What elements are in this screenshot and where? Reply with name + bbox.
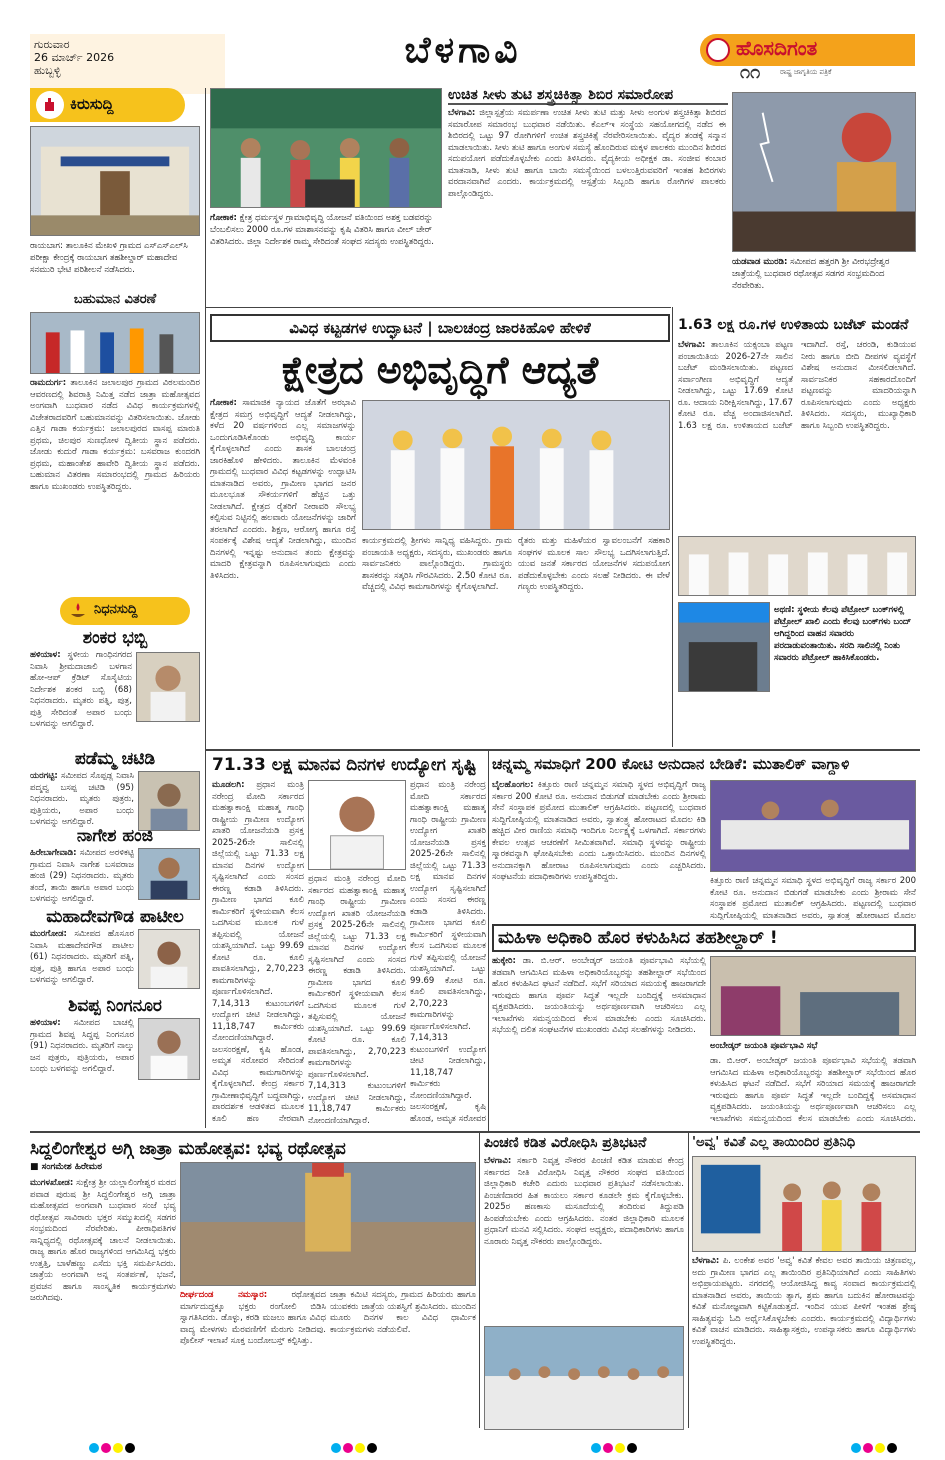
header-date-text: 26 ಮಾರ್ಚ್ 2026 xyxy=(34,51,115,64)
brand-logo-icon xyxy=(706,38,730,62)
print-marks-left xyxy=(88,1438,136,1457)
obit2-name: ಪಡೆಮ್ಮ ಚಟಿಡಿ xyxy=(74,749,156,769)
athani-photo xyxy=(678,602,770,692)
siddalingesh-col2: ದೀರ್ಘದಂಡ ನಮಸ್ಕಾರ: ರಥೋತ್ಸವದ ಮಾರ್ಗದುದ್ದಕ್ಕೂ ಭಕ್ತರು ರಂಗೋಲಿ ಬಿಡಿಸಿ ಸ್ವಾಗತಿಸಿದರು. ಡೊಳ್ಳು, ಕರಡಿ ಮಜಲು ಹಾಗೂ ವಿವಿಧ ವಾದ್ಯ ಮೇಳಗಳು ಮೆರವಣಿಗೆಗೆ ಮೆರುಗು ನೀಡಿದವು. ಪೊಲೀಸ್ ಇಲಾಖೆ ಸೂಕ್ತ ಬಂದೋಬಸ್ತ್ ಕಲ್ಪಿಸಿತ್ತು. xyxy=(180,1290,326,1346)
cyan-dot xyxy=(89,1443,99,1453)
obit5-name: ಶಿವಪ್ಪ ನಿಂಗನೂರ xyxy=(68,996,162,1016)
tahasildar-text2: ಡಾ. ಬಿ.ಆರ್. ಅಂಬೇಡ್ಕರ್ ಜಯಂತಿ ಪೂರ್ವಭಾವಿ ಸಭೆಯಲ್ಲಿ ತಡವಾಗಿ ಆಗಮಿಸಿದ ಮಹಿಳಾ ಅಧಿಕಾರಿಯೊಬ್ಬರನ್ನು ತಹಶೀಲ್ದಾರ್ ಸಭೆಯಿಂದ ಹೊರ ಕಳುಹಿಸಿದ ಘಟನೆ ನಡೆದಿದೆ. ಸಭೆಗೆ ಸರಿಯಾದ ಸಮಯಕ್ಕೆ ಹಾಜರಾಗದೇ ಇರುವುದು ಹಾಗೂ ಪೂರ್ವ ಸಿದ್ಧತೆ ಇಲ್ಲದೇ ಬಂದಿದ್ದಕ್ಕೆ ಅಸಮಾಧಾನ ವ್ಯಕ್ತಪಡಿಸಿದರು. ಜಯಂತಿಯನ್ನು ಅರ್ಥಪೂರ್ಣವಾಗಿ ಆಚರಿಸಲು ಎಲ್ಲ ಇಲಾಖೆಗಳು ಸಮನ್ವಯದಿಂದ ಕೆಲಸ ಮಾಡಬೇಕು ಎಂದು ಸೂಚಿಸಿದರು. xyxy=(710,1056,916,1124)
lead-headline: ಕ್ಷೇತ್ರದ ಅಭಿವೃದ್ಧಿಗೆ ಆದ್ಯತೆ xyxy=(281,348,599,392)
page-number: ೧೧ xyxy=(740,62,761,83)
obit3-text: ಹಿರೇಬಾಗೇವಾಡಿ: ಸಮೀಪದ ಅರಳಿಕಟ್ಟಿ ಗ್ರಾಮದ ನಿವಾಸಿ ನಾಗೇಶ ಬಸವರಾಜ ಹಂಜಿ (29) ನಿಧನರಾದರು. ಮೃತರು ತಂದೆ, ತಾಯಿ ಹಾಗೂ ಅಪಾರ ಬಂಧು ಬಳಗವನ್ನು ಅಗಲಿದ್ದಾರೆ. xyxy=(30,848,134,904)
avva-photo xyxy=(692,1156,916,1252)
print-marks-right xyxy=(850,1438,898,1457)
print-marks-mid1 xyxy=(330,1438,378,1457)
lead-photo xyxy=(362,400,670,530)
col-divider-center xyxy=(488,751,489,1131)
lead-col3: ರೈತರು ಮತ್ತು ಮಹಿಳೆಯರ ಸ್ವಾವಲಂಬನೆಗೆ ಸಹಕಾರಿ ಸಂಘಗಳ ಮೂಲಕ ಸಾಲ ಸೌಲಭ್ಯ ಒದಗಿಸಲಾಗುತ್ತಿದೆ. ಯುವ ಜನತೆ ಸರ್ಕಾರದ ಯೋಜನೆಗಳ ಸದುಪಯೋಗ ಪಡೆದುಕೊಳ್ಳಬೇಕು ಎಂದು ಸಲಹೆ ನೀಡಿದರು. ಈ ವೇಳೆ ಗಣ್ಯರು ಉಪಸ್ಥಿತರಿದ್ದರು. xyxy=(518,536,670,592)
kiru-title: ಕಿರುಸುದ್ದಿ xyxy=(70,95,114,113)
divider-middle xyxy=(205,749,920,751)
col-divider-right xyxy=(672,307,673,747)
tahasildar-caption: ಅಂಬೇಡ್ಕರ್ ಜಯಂತಿ ಪೂರ್ವಭಾವಿ ಸಭೆ xyxy=(710,1041,818,1051)
obit4-photo xyxy=(138,929,200,989)
obit4-text: ಮುರಗೋಡ: ಸಮೀಪದ ಹೊಸೂರ ನಿವಾಸಿ ಮಹಾದೇವಗೌಡ ಪಾಟೀಲ (61) ನಿಧನರಾದರು. ಮೃತರಿಗೆ ಪತ್ನಿ, ಪುತ್ರ, ಪುತ್ರಿ ಹಾಗೂ ಅಪಾರ ಬಂಧು ಬಳಗವನ್ನು ಅಗಲಿದ್ದಾರೆ. xyxy=(30,929,134,985)
mgnrega-headline: 71.33 ಲಕ್ಷ ಮಾನವ ದಿನಗಳ ಉದ್ಯೋಗ ಸೃಷ್ಟಿ xyxy=(212,755,477,775)
siddalingesh-col1: ಮುಗಳಖೋಡ: ಸುಕ್ಷೇತ್ರ ಶ್ರೀ ಯಲ್ಲಾಲಿಂಗೇಶ್ವರ ಮಠದ ಪವಾಡ ಪುರುಷ ಶ್ರೀ ಸಿದ್ದಲಿಂಗೇಶ್ವರ ಅಗ್ಗಿ ಜಾತ್ರಾ ಮಹೋತ್ಸವದ ಅಂಗವಾಗಿ ಬುಧವಾರ ಸಂಜೆ ಭವ್ಯ ರಥೋತ್ಸವ ಸಾವಿರಾರು ಭಕ್ತರ ಸಮ್ಮುಖದಲ್ಲಿ ಸಡಗರ ಸಂಭ್ರಮದಿಂದ ನೆರವೇರಿತು. ಪೀಠಾಧಿಪತಿಗಳ ಸಾನ್ನಿಧ್ಯದಲ್ಲಿ ರಥೋತ್ಸವಕ್ಕೆ ಚಾಲನೆ ನೀಡಲಾಯಿತು. ರಾಜ್ಯ ಹಾಗೂ ಹೊರ ರಾಜ್ಯಗಳಿಂದ ಆಗಮಿಸಿದ್ದ ಭಕ್ತರು ಉತ್ತತ್ತಿ, ಬಾಳೆಹಣ್ಣು ಎಸೆದು ಭಕ್ತಿ ಸಮರ್ಪಿಸಿದರು. ಜಾತ್ರೆಯ ಅಂಗವಾಗಿ ಅನ್ನ ಸಂತರ್ಪಣೆ, ಭಜನೆ, ಪ್ರವಚನ ಹಾಗೂ ಸಾಂಸ್ಕೃತಿಕ ಕಾರ್ಯಕ್ರಮಗಳು ಜರುಗಿದವು. xyxy=(30,1178,176,1303)
avva-headline: 'ಅವ್ವ' ಕವಿತೆ ಎಲ್ಲ ತಾಯಿಂದಿರ ಪ್ರತಿನಿಧಿ xyxy=(692,1136,856,1150)
hand-icon xyxy=(36,91,64,119)
col-divider-bottom1 xyxy=(479,1133,480,1428)
yellow-dot xyxy=(113,1443,123,1453)
protest-photo xyxy=(484,1326,684,1430)
mgnrega-col2: ಪ್ರಧಾನ ಮಂತ್ರಿ ನರೇಂದ್ರ ಮೋದಿ ಸರ್ಕಾರದ ಮಹತ್ವಾಕಾಂಕ್ಷಿ ಮಹಾತ್ಮ ಗಾಂಧಿ ರಾಷ್ಟ್ರೀಯ ಗ್ರಾಮೀಣ ಉದ್ಯೋಗ ಖಾತರಿ ಯೋಜನೆಯಡಿ ಪ್ರಸಕ್ತ 2025-26ನೇ ಸಾಲಿನಲ್ಲಿ ಜಿಲ್ಲೆಯಲ್ಲಿ ಒಟ್ಟು 71.33 ಲಕ್ಷ ಮಾನವ ದಿನಗಳ ಉದ್ಯೋಗ ಸೃಷ್ಟಿಸಲಾಗಿದೆ ಎಂದು ಸಂಸದ ಈರಣ್ಣ ಕಡಾಡಿ ತಿಳಿಸಿದರು. ಗ್ರಾಮೀಣ ಭಾಗದ ಕೂಲಿ ಕಾರ್ಮಿಕರಿಗೆ ಸ್ಥಳೀಯವಾಗಿ ಕೆಲಸ ಒದಗಿಸುವ ಮೂಲಕ ಗುಳೆ ತಪ್ಪಿಸುವಲ್ಲಿ ಯೋಜನೆ ಯಶಸ್ವಿಯಾಗಿದೆ. ಒಟ್ಟು 99.69 ಕೋಟಿ ರೂ. ಕೂಲಿ ಪಾವತಿಸಲಾಗಿದ್ದು, 2,70,223 ಕಾಮಗಾರಿಗಳನ್ನು ಪೂರ್ಣಗೊಳಿಸಲಾಗಿದೆ. 7,14,313 ಕುಟುಂಬಗಳಿಗೆ ಉದ್ಯೋಗ ಚೀಟಿ ನೀಡಲಾಗಿದ್ದು, 11,18,747 ಕಾರ್ಮಿಕರು ನೋಂದಣಿಯಾಗಿದ್ದಾರೆ. xyxy=(308,874,406,1125)
chennamma-photo xyxy=(710,780,916,872)
section-title: ಬೆಳಗಾವಿ xyxy=(404,30,522,71)
free-camp-text: ಬೆಳಗಾವಿ: ಜಿಲ್ಲಾಸ್ಪತ್ರೆಯ ಸಮರ್ಪಣಾ ಉಚಿತ ಸೀಳು ತುಟಿ ಮತ್ತು ಸೀಳು ಅಂಗುಳ ಶಸ್ತ್ರಚಿಕಿತ್ಸಾ ಶಿಬಿರದ ಸಮಾರೋಪ ಸಮಾರಂಭ ಬುಧವಾರ ನಡೆಯಿತು. ಕೆಎಲ್ಇ ಸಂಸ್ಥೆಯ ಸಹಯೋಗದಲ್ಲಿ ನಡೆದ ಈ ಶಿಬಿರದಲ್ಲಿ ಒಟ್ಟು 97 ರೋಗಿಗಳಿಗೆ ಉಚಿತ ಶಸ್ತ್ರಚಿಕಿತ್ಸೆ ನೆರವೇರಿಸಲಾಯಿತು. ವೈದ್ಯರ ತಂಡಕ್ಕೆ ಸನ್ಮಾನ ಮಾಡಲಾಯಿತು. ಸೀಳು ತುಟಿ ಹಾಗೂ ಅಂಗುಳ ಸಮಸ್ಯೆ ಹೊಂದಿರುವ ಮಕ್ಕಳ ಪಾಲಕರು ಮುಂದಿನ ಶಿಬಿರದ ಸದುಪಯೋಗ ಪಡೆದುಕೊಳ್ಳಬೇಕು ಎಂದು ತಿಳಿಸಿದರು. ವೈದ್ಯಕೀಯ ಅಧೀಕ್ಷಕ ಡಾ. ಸಂಜೀವ ಕಂಬಾರ ಮಾತನಾಡಿ, ಸೀಳು ತುಟಿ ಹಾಗೂ ಬಾಯಿ ಸಮಸ್ಯೆಯಿಂದ ಬಳಲುತ್ತಿರುವವರಿಗೆ ಇಂತಹ ಶಿಬಿರಗಳು ವರದಾನವಾಗಿವೆ ಎಂದರು. ಕಾರ್ಯಕ್ರಮದಲ್ಲಿ ಆಸ್ಪತ್ರೆಯ ಸಿಬ್ಬಂದಿ ಹಾಗೂ ರೋಗಿಗಳ ಪಾಲಕರು ಪಾಲ್ಗೊಂಡಿದ್ದರು. xyxy=(448,108,726,199)
mgnrega-col1: ಮೂಡಲಗಿ: ಪ್ರಧಾನ ಮಂತ್ರಿ ನರೇಂದ್ರ ಮೋದಿ ಸರ್ಕಾರದ ಮಹತ್ವಾಕಾಂಕ್ಷಿ ಮಹಾತ್ಮ ಗಾಂಧಿ ರಾಷ್ಟ್ರೀಯ ಗ್ರಾಮೀಣ ಉದ್ಯೋಗ ಖಾತರಿ ಯೋಜನೆಯಡಿ ಪ್ರಸಕ್ತ 2025-26ನೇ ಸಾಲಿನಲ್ಲಿ ಜಿಲ್ಲೆಯಲ್ಲಿ ಒಟ್ಟು 71.33 ಲಕ್ಷ ಮಾನವ ದಿನಗಳ ಉದ್ಯೋಗ ಸೃಷ್ಟಿಸಲಾಗಿದೆ ಎಂದು ಸಂಸದ ಈರಣ್ಣ ಕಡಾಡಿ ತಿಳಿಸಿದರು. ಗ್ರಾಮೀಣ ಭಾಗದ ಕೂಲಿ ಕಾರ್ಮಿಕರಿಗೆ ಸ್ಥಳೀಯವಾಗಿ ಕೆಲಸ ಒದಗಿಸುವ ಮೂಲಕ ಗುಳೆ ತಪ್ಪಿಸುವಲ್ಲಿ ಯೋಜನೆ ಯಶಸ್ವಿಯಾಗಿದೆ. ಒಟ್ಟು 99.69 ಕೋಟಿ ರೂ. ಕೂಲಿ ಪಾವತಿಸಲಾಗಿದ್ದು, 2,70,223 ಕಾಮಗಾರಿಗಳನ್ನು ಪೂರ್ಣಗೊಳಿಸಲಾಗಿದೆ. 7,14,313 ಕುಟುಂಬಗಳಿಗೆ ಉದ್ಯೋಗ ಚೀಟಿ ನೀಡಲಾಗಿದ್ದು, 11,18,747 ಕಾರ್ಮಿಕರು ನೋಂದಣಿಯಾಗಿದ್ದಾರೆ. ಜಲಸಂರಕ್ಷಣೆ, ಕೃಷಿ ಹೊಂಡ, ಅಮೃತ ಸರೋವರ ಸೇರಿದಂತೆ ವಿವಿಧ ಕಾಮಗಾರಿಗಳನ್ನು ಕೈಗೊಳ್ಳಲಾಗಿದೆ. ಕೇಂದ್ರ ಸರ್ಕಾರ ಗ್ರಾಮೀಣಾಭಿವೃದ್ಧಿಗೆ ಬದ್ಧವಾಗಿದ್ದು, ಪಾರದರ್ಶಕ ಆಡಳಿತದ ಮೂಲಕ ಕೂಲಿ ಹಣ ನೇರವಾಗಿ xyxy=(212,780,304,1124)
divider-bottom xyxy=(30,1131,920,1133)
header-date xyxy=(34,38,114,77)
black-dot xyxy=(125,1443,135,1453)
header-city: ಹುಬ್ಬಳ್ಳಿ xyxy=(34,64,61,77)
kiru-banner xyxy=(30,88,185,122)
obit4-name: ಮಹಾದೇವಗೌಡ ಪಾಟೀಲ xyxy=(46,907,184,927)
bahumana-title: ಬಹುಮಾನ ವಿತರಣೆ xyxy=(73,292,157,307)
brand-name: ಹೊಸದಿಗಂತ xyxy=(736,36,818,60)
tahasildar-photo xyxy=(710,956,916,1036)
yadawad-photo xyxy=(732,92,916,252)
bahumana-text: ರಾಮದುರ್ಗ: ತಾಲೂಕಿನ ಜಲಾಲಪುರ ಗ್ರಾಮದ ವಿಠಲಮಂದಿರ ಆವರಣದಲ್ಲಿ ಶಿವರಾತ್ರಿ ನಿಮಿತ್ತ ನಡೆದ ಜಾತ್ರಾ ಮಹೋತ್ಸವದ ಅಂಗವಾಗಿ ಬುಧವಾರ ನಡೆದ ವಿವಿಧ ಕಾರ್ಯಕ್ರಮಗಳಲ್ಲಿ ವಿಜೇತರಾದವರಿಗೆ ಬಹುಮಾನವನ್ನು ವಿತರಿಸಲಾಯಿತು. ಜೋಡು ಎತ್ತಿನ ಗಾಡಾ ಕರ್ಯಕ್ರಮ: ಜಲಾಲಪುರದ ವಾಸಪ್ಪ ಮಾರುತಿ ಪ್ರಥಮ, ಚಿಲಪುರ ಸುಣಧೋಳ ದ್ವಿತೀಯ ಸ್ಥಾನ ಪಡೆದರು. ಜೋಡು ಕುದುರೆ ಗಾಡಾ ಕರ್ಯಕ್ರಮ: ಬಸವರಾಜ ಕುಂದರಗಿ ಪ್ರಥಮ, ಮಹಾಂತೇಶ ಹಾವೇರಿ ದ್ವಿತೀಯ ಸ್ಥಾನ ಪಡೆದರು. ಬಹುಮಾನ ವಿತರಣಾ ಸಮಾರಂಭದಲ್ಲಿ ಗ್ರಾಮದ ಹಿರಿಯರು ಹಾಗೂ ಮುಖಂಡರು ಉಪಸ್ಥಿತರಿದ್ದರು. xyxy=(30,378,200,492)
chennamma-text1: ಬೈಲಹೊಂಗಲ: ಕಿತ್ತೂರು ರಾಣಿ ಚನ್ನಮ್ಮನ ಸಮಾಧಿ ಸ್ಥಳದ ಅಭಿವೃದ್ಧಿಗೆ ರಾಜ್ಯ ಸರ್ಕಾರ 200 ಕೋಟಿ ರೂ. ಅನುದಾನ ಬಿಡುಗಡೆ ಮಾಡಬೇಕು ಎಂದು ಶ್ರೀರಾಮ ಸೇನೆ ಸಂಸ್ಥಾಪಕ ಪ್ರಮೋದ ಮುತಾಲಿಕ್ ಆಗ್ರಹಿಸಿದರು. ಪಟ್ಟಣದಲ್ಲಿ ಬುಧವಾರ ಸುದ್ದಿಗೋಷ್ಠಿಯಲ್ಲಿ ಮಾತನಾಡಿದ ಅವರು, ಸ್ವಾತಂತ್ರ್ಯ ಹೋರಾಟದ ಮೊದಲ ಕಿಡಿ ಹಚ್ಚಿದ ವೀರ ರಾಣಿಯ ಸಮಾಧಿ ಇಂದಿಗೂ ನಿರ್ಲಕ್ಷ್ಯಕ್ಕೆ ಒಳಗಾಗಿದೆ. ಸರ್ಕಾರಗಳು ಕೇವಲ ಉತ್ಸವ ಆಚರಣೆಗೆ ಸೀಮಿತವಾಗಿವೆ. ಸಮಾಧಿ ಸ್ಥಳವನ್ನು ರಾಷ್ಟ್ರೀಯ ಸ್ಮಾರಕವನ್ನಾಗಿ ಘೋಷಿಸಬೇಕು ಎಂದು ಒತ್ತಾಯಿಸಿದರು. ಮುಂದಿನ ದಿನಗಳಲ್ಲಿ ಅನುದಾನಕ್ಕಾಗಿ ಹೋರಾಟ ರೂಪಿಸಲಾಗುವುದು ಎಂದು ಎಚ್ಚರಿಸಿದರು. ಸಂಘಟನೆಯ ಪದಾಧಿಕಾರಿಗಳು ಉಪಸ್ಥಿತರಿದ್ದರು. xyxy=(492,780,706,882)
tahasildar-text: ಹುಕ್ಕೇರಿ: ಡಾ. ಬಿ.ಆರ್. ಅಂಬೇಡ್ಕರ್ ಜಯಂತಿ ಪೂರ್ವಭಾವಿ ಸಭೆಯಲ್ಲಿ ತಡವಾಗಿ ಆಗಮಿಸಿದ ಮಹಿಳಾ ಅಧಿಕಾರಿಯೊಬ್ಬರನ್ನು ತಹಶೀಲ್ದಾರ್ ಸಭೆಯಿಂದ ಹೊರ ಕಳುಹಿಸಿದ ಘಟನೆ ನಡೆದಿದೆ. ಸಭೆಗೆ ಸರಿಯಾದ ಸಮಯಕ್ಕೆ ಹಾಜರಾಗದೇ ಇರುವುದು ಹಾಗೂ ಪೂರ್ವ ಸಿದ್ಧತೆ ಇಲ್ಲದೇ ಬಂದಿದ್ದಕ್ಕೆ ಅಸಮಾಧಾನ ವ್ಯಕ್ತಪಡಿಸಿದರು. ಜಯಂತಿಯನ್ನು ಅರ್ಥಪೂರ್ಣವಾಗಿ ಆಚರಿಸಲು ಎಲ್ಲ ಇಲಾಖೆಗಳು ಸಮನ್ವಯದಿಂದ ಕೆಲಸ ಮಾಡಬೇಕು ಎಂದು ಸೂಚಿಸಿದರು. ಸಭೆಯಲ್ಲಿ ದಲಿತ ಸಂಘಟನೆಗಳ ಮುಖಂಡರು ವಿವಿಧ ಸಲಹೆಗಳನ್ನು ನೀಡಿದರು. xyxy=(492,956,706,1035)
obit3-name: ನಾಗೇಶ ಹಂಜಿ xyxy=(76,826,154,846)
obit2-text: ಯರಗಟ್ಟಿ: ಸಮೀಪದ ಸೊಪ್ಪಡ್ಲ ನಿವಾಸಿ ಪದ್ಮವ್ವ ಬಸಪ್ಪ ಚಟಿಡಿ (95) ನಿಧನರಾದರು. ಮೃತರು ಪುತ್ರರು, ಪುತ್ರಿಯರು, ಅಪಾರ ಬಂಧು ಬಳಗವನ್ನು ಅಗಲಿದ್ದಾರೆ. xyxy=(30,771,134,827)
rathotsava-photo xyxy=(180,1162,476,1286)
col-divider-bottom2 xyxy=(688,1133,689,1428)
lead-kicker: ವಿವಿಧ ಕಟ್ಟಡಗಳ ಉದ್ಘಾಟನೆ | ಬಾಲಚಂದ್ರ ಜಾರಕಿಹೊಳಿ ಹೇಳಿಕೆ xyxy=(210,314,670,342)
col-divider-left xyxy=(205,88,206,1128)
avva-text: ಬೆಳಗಾವಿ: ಪಿ. ಲಂಕೇಶ ಅವರ 'ಅವ್ವ' ಕವಿತೆ ಕೇವಲ ಅವರ ತಾಯಿಯ ಚಿತ್ರಣವಲ್ಲ, ಅದು ಗ್ರಾಮೀಣ ಭಾಗದ ಎಲ್ಲ ತಾಯಿಂದಿರ ಪ್ರತಿನಿಧಿಯಾಗಿದೆ ಎಂದು ಸಾಹಿತಿಗಳು ಅಭಿಪ್ರಾಯಪಟ್ಟರು. ನಗರದಲ್ಲಿ ಆಯೋಜಿಸಿದ್ದ ಕಾವ್ಯ ಸಂವಾದ ಕಾರ್ಯಕ್ರಮದಲ್ಲಿ ಮಾತನಾಡಿದ ಅವರು, ತಾಯಿಯ ತ್ಯಾಗ, ಶ್ರಮ ಹಾಗೂ ಬದುಕಿನ ಹೋರಾಟವನ್ನು ಕವಿತೆ ಮನೋಜ್ಞವಾಗಿ ಕಟ್ಟಿಕೊಡುತ್ತದೆ. ಇಂದಿನ ಯುವ ಪೀಳಿಗೆ ಇಂತಹ ಶ್ರೇಷ್ಠ ಸಾಹಿತ್ಯವನ್ನು ಓದಿ ಅರ್ಥೈಸಿಕೊಳ್ಳಬೇಕು ಎಂದರು. ಕಾರ್ಯಕ್ರಮದಲ್ಲಿ ವಿದ್ಯಾರ್ಥಿಗಳು ಕವಿತೆ ವಾಚನ ಮಾಡಿದರು. ಸಾಹಿತ್ಯಾಸಕ್ತರು, ಉಪನ್ಯಾಸಕರು ಹಾಗೂ ವಿದ್ಯಾರ್ಥಿಗಳು ಉಪಸ್ಥಿತರಿದ್ದರು. xyxy=(692,1256,916,1347)
obit1-name: ಶಂಕರ ಭಬ್ಬಿ xyxy=(82,628,148,648)
budget-photo xyxy=(678,536,916,596)
free-camp-headline: ಉಚಿತ ಸೀಳು ತುಟಿ ಶಸ್ತ್ರಚಿಕಿತ್ಸಾ ಶಿಬಿರ ಸಮಾರೋಪ xyxy=(448,88,728,105)
obit5-photo xyxy=(138,1018,200,1080)
athani-caption: ಅಥಣಿ: ಸ್ಥಳೀಯ ಕೆಲವು ಪೆಟ್ರೋಲ್ ಬಂಕ್‌ಗಳಲ್ಲಿ ಪೆಟ್ರೋಲ್ ಖಾಲಿ ಎಂದು ಕೆಲವು ಬಂಕ್‌ಗಳು ಬಂದ್ ಆಗಿದ್ದರಿಂದ ವಾಹನ ಸವಾರರು ಪರದಾಡುವಂತಾಯಿತು. ಸರದಿ ಸಾಲಿನಲ್ಲಿ ನಿಂತು ಸವಾರರು ಪೆಟ್ರೋಲ್ ಹಾಕಿಸಿಕೊಂಡರು. xyxy=(774,605,912,663)
mgnrega-col3: ಪ್ರಧಾನ ಮಂತ್ರಿ ನರೇಂದ್ರ ಮೋದಿ ಸರ್ಕಾರದ ಮಹತ್ವಾಕಾಂಕ್ಷಿ ಮಹಾತ್ಮ ಗಾಂಧಿ ರಾಷ್ಟ್ರೀಯ ಗ್ರಾಮೀಣ ಉದ್ಯೋಗ ಖಾತರಿ ಯೋಜನೆಯಡಿ ಪ್ರಸಕ್ತ 2025-26ನೇ ಸಾಲಿನಲ್ಲಿ ಜಿಲ್ಲೆಯಲ್ಲಿ ಒಟ್ಟು 71.33 ಲಕ್ಷ ಮಾನವ ದಿನಗಳ ಉದ್ಯೋಗ ಸೃಷ್ಟಿಸಲಾಗಿದೆ ಎಂದು ಸಂಸದ ಈರಣ್ಣ ಕಡಾಡಿ ತಿಳಿಸಿದರು. ಗ್ರಾಮೀಣ ಭಾಗದ ಕೂಲಿ ಕಾರ್ಮಿಕರಿಗೆ ಸ್ಥಳೀಯವಾಗಿ ಕೆಲಸ ಒದಗಿಸುವ ಮೂಲಕ ಗುಳೆ ತಪ್ಪಿಸುವಲ್ಲಿ ಯೋಜನೆ ಯಶಸ್ವಿಯಾಗಿದೆ. ಒಟ್ಟು 99.69 ಕೋಟಿ ರೂ. ಕೂಲಿ ಪಾವತಿಸಲಾಗಿದ್ದು, 2,70,223 ಕಾಮಗಾರಿಗಳನ್ನು ಪೂರ್ಣಗೊಳಿಸಲಾಗಿದೆ. 7,14,313 ಕುಟುಂಬಗಳಿಗೆ ಉದ್ಯೋಗ ಚೀಟಿ ನೀಡಲಾಗಿದ್ದು, 11,18,747 ಕಾರ್ಮಿಕರು ನೋಂದಣಿಯಾಗಿದ್ದಾರೆ. ಜಲಸಂರಕ್ಷಣೆ, ಕೃಷಿ ಹೊಂಡ, ಅಮೃತ ಸರೋವರ xyxy=(410,780,486,1124)
siddalingesh-byline: ■ ಸಂಗಮೇಶ ಹಿರೇಮಠ xyxy=(30,1162,103,1172)
yadawad-caption: ಯಡವಾಡ ಮುರಡಿ: ಸಮೀಪದ ಹತ್ತರಗಿ ಶ್ರೀ ವೀರಭದ್ರೇಶ್ವರ ಜಾತ್ರೆಯಲ್ಲಿ ಬುಧವಾರ ರಥೋತ್ಸವ ಸಡಗರ ಸಂಭ್ರಮದಿಂದ ನೆರವೇರಿತು. xyxy=(732,257,890,291)
budget-text: ಬೆಳಗಾವಿ: ತಾಲೂಕಿನ ಯಕ್ಸಂಬಾ ಪಟ್ಟಣ ಪಂಚಾಯಿತಿಯ 2026-27ನೇ ಸಾಲಿನ ಬಜೆಟ್ ಮಂಡಿಸಲಾಯಿತು. ಪಟ್ಟಣದ ಸರ್ವಾಂಗೀಣ ಅಭಿವೃದ್ಧಿಗೆ ಆದ್ಯತೆ ನೀಡಲಾಗಿದ್ದು, ಒಟ್ಟು 17.69 ಕೋಟಿ ರೂ. ಆದಾಯ ನಿರೀಕ್ಷಿಸಲಾಗಿದ್ದು, 17.67 ಕೋಟಿ ರೂ. ವೆಚ್ಚ ಅಂದಾಜಿಸಲಾಗಿದೆ. 1.63 ಲಕ್ಷ ರೂ. ಉಳಿತಾಯದ ಬಜೆಟ್ ಇದಾಗಿದೆ. ರಸ್ತೆ, ಚರಂಡಿ, ಕುಡಿಯುವ ನೀರು ಹಾಗೂ ಬೀದಿ ದೀಪಗಳ ವ್ಯವಸ್ಥೆಗೆ ವಿಶೇಷ ಅನುದಾನ ಮೀಸಲಿಡಲಾಗಿದೆ. ಸಾರ್ವಜನಿಕರ ಸಹಕಾರದೊಂದಿಗೆ ಪಟ್ಟಣವನ್ನು ಮಾದರಿಯನ್ನಾಗಿ ರೂಪಿಸಲಾಗುವುದು ಎಂದು ಅಧ್ಯಕ್ಷರು ತಿಳಿಸಿದರು. ಸದಸ್ಯರು, ಮುಖ್ಯಾಧಿಕಾರಿ ಹಾಗೂ ಸಿಬ್ಬಂದಿ ಉಪಸ್ಥಿತರಿದ್ದರು. xyxy=(678,340,916,431)
bahumana-photo xyxy=(30,312,200,374)
budget-headline: 1.63 ಲಕ್ಷ ರೂ.ಗಳ ಉಳಿತಾಯ ಬಜೆಟ್ ಮಂಡನೆ xyxy=(678,317,909,333)
brand-tagline: ರಾಷ್ಟ್ರ ಜಾಗೃತಿಯ ಪತ್ರಿಕೆ xyxy=(780,68,832,76)
print-marks-mid2 xyxy=(590,1438,638,1457)
header-day: ಗುರುವಾರ xyxy=(34,38,70,51)
mgnrega-photo xyxy=(308,780,406,870)
protest-text: ಬೆಳಗಾವಿ: ಸರ್ಕಾರಿ ನಿವೃತ್ತ ನೌಕರರ ಪಿಂಚಣಿ ಕಡಿತ ಮಾಡುವ ಕೇಂದ್ರ ಸರ್ಕಾರದ ನೀತಿ ವಿರೋಧಿಸಿ ನಿವೃತ್ತ ನೌಕರರ ಸಂಘದ ವತಿಯಿಂದ ಜಿಲ್ಲಾಧಿಕಾರಿ ಕಚೇರಿ ಎದುರು ಬುಧವಾರ ಪ್ರತಿಭಟನೆ ನಡೆಸಲಾಯಿತು. ಪಿಂಚಣಿದಾರರ ಹಿತ ಕಾಯಲು ಸರ್ಕಾರ ಕೂಡಲೇ ಕ್ರಮ ಕೈಗೊಳ್ಳಬೇಕು. 2025ರ ಹಣಕಾಸು ಮಸೂದೆಯಲ್ಲಿ ತಂದಿರುವ ತಿದ್ದುಪಡಿ ಹಿಂಪಡೆಯಬೇಕು ಎಂದು ಆಗ್ರಹಿಸಿದರು. ನಂತರ ಜಿಲ್ಲಾಧಿಕಾರಿ ಮೂಲಕ ಪ್ರಧಾನಿಗೆ ಮನವಿ ಸಲ್ಲಿಸಿದರು. ಸಂಘದ ಅಧ್ಯಕ್ಷರು, ಪದಾಧಿಕಾರಿಗಳು ಹಾಗೂ ನೂರಾರು ನಿವೃತ್ತ ನೌಕರರು ಪಾಲ್ಗೊಂಡಿದ್ದರು. xyxy=(484,1156,684,1247)
siddalingesh-col3: ಜಾತ್ರಾ ಕಮಿಟಿ ಸದಸ್ಯರು, ಗ್ರಾಮದ ಹಿರಿಯರು ಹಾಗೂ ಯುವಕರು ಜಾತ್ರೆಯ ಯಶಸ್ವಿಗೆ ಶ್ರಮಿಸಿದರು. ಮುಂದಿನ ಮೂರು ದಿನಗಳ ಕಾಲ ವಿವಿಧ ಧಾರ್ಮಿಕ ಕಾರ್ಯಕ್ರಮಗಳು ನಡೆಯಲಿವೆ. xyxy=(330,1290,476,1335)
gokak-caption: ಗೋಕಾಕ: ಕ್ಷೇತ್ರ ಧರ್ಮಸ್ಥಳ ಗ್ರಾಮಾಭಿವೃದ್ಧಿ ಯೋಜನೆ ವತಿಯಿಂದ ಅಶಕ್ತ ಬಡವರನ್ನು ಬೆಂಬಲಿಸಲು 2000 ರೂ.ಗಳ ಮಾಶಾಸನವನ್ನು ಕೃಷಿ ವಿತರಿಸಿ ಹಾಗೂ ವೀಲ್ ಚೇರ್ ವಿತರಿಸಿದರು. ಜಿಲ್ಲಾ ನಿರ್ದೇಶಕ ರಾಮ್ಮ ಸೇರಿದಂತೆ ಸಂಘದ ಸದಸ್ಯರು ಉಪಸ್ಥಿತರಿದ್ದರು. xyxy=(210,213,434,247)
obit3-photo xyxy=(138,848,200,900)
chennamma-text2: ಕಿತ್ತೂರು ರಾಣಿ ಚನ್ನಮ್ಮನ ಸಮಾಧಿ ಸ್ಥಳದ ಅಭಿವೃದ್ಧಿಗೆ ರಾಜ್ಯ ಸರ್ಕಾರ 200 ಕೋಟಿ ರೂ. ಅನುದಾನ ಬಿಡುಗಡೆ ಮಾಡಬೇಕು ಎಂದು ಶ್ರೀರಾಮ ಸೇನೆ ಸಂಸ್ಥಾಪಕ ಪ್ರಮೋದ ಮುತಾಲಿಕ್ ಆಗ್ರಹಿಸಿದರು. ಪಟ್ಟಣದಲ್ಲಿ ಬುಧವಾರ ಸುದ್ದಿಗೋಷ್ಠಿಯಲ್ಲಿ ಮಾತನಾಡಿದ ಅವರು, ಸ್ವಾತಂತ್ರ್ಯ ಹೋರಾಟದ ಮೊದಲ xyxy=(710,876,916,920)
siddalingesh-headline: ಸಿದ್ದಲಿಂಗೇಶ್ವರ ಅಗ್ಗಿ ಜಾತ್ರಾ ಮಹೋತ್ಸವ: ಭವ್ಯ ರಥೋತ್ಸವ xyxy=(30,1139,346,1159)
gokak-photo xyxy=(210,88,442,208)
chennamma-headline: ಚನ್ನಮ್ಮ ಸಮಾಧಿಗೆ 200 ಕೋಟಿ ಅನುದಾನ ಬೇಡಿಕೆ: ಮುತಾಲಿಕ್ ವಾಗ್ದಾಳಿ xyxy=(492,755,850,773)
obit2-photo xyxy=(138,771,200,831)
divider-top-mid xyxy=(205,307,671,308)
tahasildar-headline: ಮಹಿಳಾ ಅಧಿಕಾರಿ ಹೊರ ಕಳುಹಿಸಿದ ತಹಶೀಲ್ದಾರ್ ! xyxy=(492,924,916,952)
brand-banner xyxy=(700,34,915,66)
obit5-text: ಹಳಿಯಾಳ: ಸಮೀಪದ ಬಾಚಲ್ಲಿ ಗ್ರಾಮದ ಶಿವಪ್ಪ ಸಿದ್ದಪ್ಪ ನಿಂಗನೂರ (91) ನಿಧನರಾದರು. ಮೃತರಿಗೆ ನಾಲ್ಕು ಜನ ಪುತ್ರರು, ಪುತ್ರಿಯರು, ಅಪಾರ ಬಂಧು ಬಳಗವನ್ನು ಅಗಲಿದ್ದಾರೆ. xyxy=(30,1018,134,1074)
nidhana-banner xyxy=(60,597,190,625)
magenta-dot xyxy=(101,1443,111,1453)
lamp-icon xyxy=(68,601,88,621)
protest-headline: ಪಿಂಚಣಿ ಕಡಿತ ವಿರೋಧಿಸಿ ಪ್ರತಿಭಟನೆ xyxy=(484,1136,647,1151)
obit1-photo xyxy=(136,652,200,722)
nidhana-title: ನಿಧನಸುದ್ದಿ xyxy=(94,602,138,617)
kiru-item1: ರಾಯಬಾಗ: ತಾಲೂಕಿನ ಮೇಖಳಿ ಗ್ರಾಮದ ಎಸ್ಎಸ್ಎಲ್‌ಸಿ ಪರೀಕ್ಷಾ ಕೇಂದ್ರಕ್ಕೆ ರಾಯಬಾಗ ತಹಶೀಲ್ದಾರ್ ಮಹಾದೇವ ಸನಮುರಿ ಭೇಟಿ ಪರಿಶೀಲನೆ ನಡೆಸಿದರು. xyxy=(30,241,188,275)
lead-col1: ಗೋಕಾಕ: ಸಾಮಾಜಿಕ ನ್ಯಾಯದ ಜೊತೆಗೆ ಅರಭಾವಿ ಕ್ಷೇತ್ರದ ಸಮಗ್ರ ಅಭಿವೃದ್ಧಿಗೆ ಆದ್ಯತೆ ನೀಡಲಾಗಿದ್ದು, ಕಳೆದ 20 ವರ್ಷಗಳಿಂದ ಎಲ್ಲ ಸಮಾಜಗಳನ್ನು ಒಂದುಗೂಡಿಸಿಕೊಂಡು ಅಭಿವೃದ್ಧಿ ಕಾರ್ಯ ಕೈಗೊಳ್ಳಲಾಗಿದೆ ಎಂದು ಶಾಸಕ ಬಾಲಚಂದ್ರ ಜಾರಕಿಹೊಳಿ ಹೇಳಿದರು. ತಾಲೂಕಿನ ಮೆಳವಂಕಿ ಗ್ರಾಮದಲ್ಲಿ ಬುಧವಾರ ವಿವಿಧ ಕಟ್ಟಡಗಳನ್ನು ಉದ್ಘಾಟಿಸಿ ಮಾತನಾಡಿದ ಅವರು, ಗ್ರಾಮೀಣ ಭಾಗದ ಜನರ ಮೂಲಭೂತ ಸೌಕರ್ಯಗಳಿಗೆ ಹೆಚ್ಚಿನ ಒತ್ತು ನೀಡಲಾಗಿದೆ. ಕ್ಷೇತ್ರದ ರೈತರಿಗೆ ನೀರಾವರಿ ಸೌಲಭ್ಯ ಕಲ್ಪಿಸುವ ನಿಟ್ಟಿನಲ್ಲಿ ಹಲವಾರು ಯೋಜನೆಗಳನ್ನು ಜಾರಿಗೆ ತರಲಾಗಿದೆ ಎಂದರು. ಶಿಕ್ಷಣ, ಆರೋಗ್ಯ ಹಾಗೂ ರಸ್ತೆ ಸಂಪರ್ಕಕ್ಕೆ ವಿಶೇಷ ಆದ್ಯತೆ ನೀಡಲಾಗಿದ್ದು, ಮುಂದಿನ ದಿನಗಳಲ್ಲಿ ಇನ್ನಷ್ಟು ಅನುದಾನ ತಂದು ಕ್ಷೇತ್ರವನ್ನು ಮಾದರಿ ಕ್ಷೇತ್ರವನ್ನಾಗಿ ರೂಪಿಸಲಾಗುವುದು ಎಂದು ತಿಳಿಸಿದರು. xyxy=(210,398,356,581)
lead-col2: ಕಾರ್ಯಕ್ರಮದಲ್ಲಿ ಶ್ರೀಗಳು ಸಾನ್ನಿಧ್ಯ ವಹಿಸಿದ್ದರು. ಗ್ರಾಮ ಪಂಚಾಯತಿ ಅಧ್ಯಕ್ಷರು, ಸದಸ್ಯರು, ಮುಖಂಡರು ಹಾಗೂ ಸಾರ್ವಜನಿಕರು ಪಾಲ್ಗೊಂಡಿದ್ದರು. ಗ್ರಾಮಸ್ಥರು ಶಾಸಕರನ್ನು ಸತ್ಕರಿಸಿ ಗೌರವಿಸಿದರು. 2.50 ಕೋಟಿ ರೂ. ವೆಚ್ಚದಲ್ಲಿ ವಿವಿಧ ಕಾಮಗಾರಿಗಳನ್ನು ಕೈಗೊಳ್ಳಲಾಗಿದೆ. xyxy=(362,536,512,592)
kiru-photo-school xyxy=(30,126,200,236)
obit1-text: ಹಳಿಯಾಳ: ಸ್ಥಳೀಯ ಗಾಂಧಿನಗರದ ನಿವಾಸಿ ಶ್ರೀಮದಾಜಾಲಿ ಬಳಗಾನ ಹೋ-ಆಪ್ ಕ್ರೆಡಿಟ್ ಸೊಸೈಟಿಯ ನಿರ್ದೇಶಕ ಶಂಕರ ಬಬ್ಬಿ (68) ನಿಧನರಾದರು. ಮೃತರು ಪತ್ನಿ, ಪುತ್ರ, ಪುತ್ರಿ ಸೇರಿದಂತೆ ಅಪಾರ ಬಂಧು ಬಳಗವನ್ನು ಅಗಲಿದ್ದಾರೆ. xyxy=(30,650,132,729)
